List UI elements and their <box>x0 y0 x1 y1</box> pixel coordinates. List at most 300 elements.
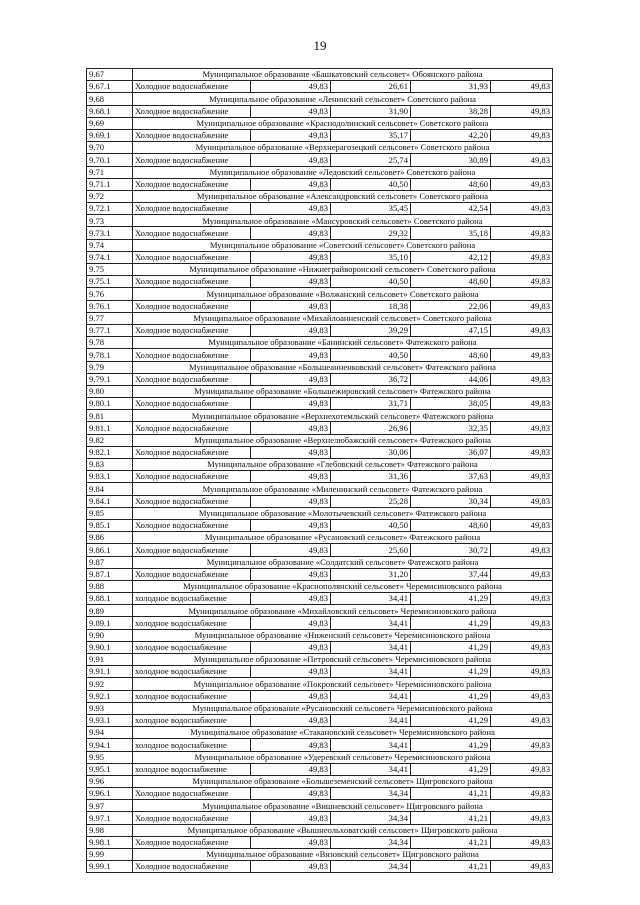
tariff-value-4: 49,83 <box>491 105 553 117</box>
service-code: 9.99.1 <box>87 861 133 873</box>
municipality-row <box>87 483 553 495</box>
tariff-value-1: 49,83 <box>251 617 331 629</box>
municipality-name: Муниципальное образование «Ленинский сельсовет» Советского района <box>133 93 553 105</box>
tariff-value-3: 41,29 <box>411 714 491 726</box>
municipality-row <box>87 556 553 568</box>
service-row <box>87 836 553 848</box>
tariff-value-2: 30,06 <box>331 446 411 458</box>
service-row <box>87 471 553 483</box>
service-name: Холодное водоснабжение <box>133 495 251 507</box>
municipality-name: Муниципальное образование «Мансуровский сельсовет» Советского района <box>133 215 553 227</box>
municipality-name: Муниципальное образование «Верхнехотемльский сельсовет» Фатежского района <box>133 410 553 422</box>
tariff-value-1: 49,83 <box>251 471 331 483</box>
municipality-code: 9.92 <box>87 678 133 690</box>
tariff-value-4: 49,83 <box>491 788 553 800</box>
page-number: 19 <box>313 38 327 53</box>
municipality-name: Муниципальное образование «Миленинский сельсовет» Фатежского района <box>133 483 553 495</box>
tariff-value-1: 49,83 <box>251 714 331 726</box>
municipality-row <box>87 312 553 324</box>
tariff-value-2: 34,41 <box>331 617 411 629</box>
municipality-name: Муниципальное образование «Удеревский сельсовет» Черемисиновского района <box>133 751 553 763</box>
municipality-name: Муниципальное образование «Волжанский сельсовет» Советского района <box>133 288 553 300</box>
tariff-value-1: 49,83 <box>251 763 331 775</box>
tariff-value-2: 40,50 <box>331 349 411 361</box>
tariff-value-4: 49,83 <box>491 641 553 653</box>
service-name: Холодное водоснабжение <box>133 544 251 556</box>
municipality-row <box>87 824 553 836</box>
service-code: 9.86.1 <box>87 544 133 556</box>
tariff-value-4: 49,83 <box>491 739 553 751</box>
service-code: 9.78.1 <box>87 349 133 361</box>
service-row <box>87 349 553 361</box>
service-code: 9.85.1 <box>87 519 133 531</box>
service-name: Холодное водоснабжение <box>133 836 251 848</box>
tariff-value-3: 22,06 <box>411 300 491 312</box>
tariff-value-1: 49,83 <box>251 154 331 166</box>
tariff-value-1: 49,83 <box>251 641 331 653</box>
tariff-value-3: 41,21 <box>411 836 491 848</box>
municipality-name: Муниципальное образование «Советский сельсовет» Советского района <box>133 239 553 251</box>
service-code: 9.74.1 <box>87 251 133 263</box>
tariff-value-1: 49,83 <box>251 519 331 531</box>
municipality-row <box>87 775 553 787</box>
service-row <box>87 788 553 800</box>
tariff-value-2: 35,45 <box>331 203 411 215</box>
tariff-value-3: 35,18 <box>411 227 491 239</box>
tariff-value-2: 26,96 <box>331 422 411 434</box>
municipality-name: Муниципальное образование «Большеанненковский сельсовет» Фатежского района <box>133 361 553 373</box>
service-name: Холодное водоснабжение <box>133 861 251 873</box>
tariff-value-2: 34,41 <box>331 714 411 726</box>
municipality-row <box>87 702 553 714</box>
tariff-value-2: 34,34 <box>331 861 411 873</box>
municipality-code: 9.67 <box>87 69 133 81</box>
service-code: 9.95.1 <box>87 763 133 775</box>
service-row <box>87 178 553 190</box>
municipality-row <box>87 385 553 397</box>
tariff-value-1: 49,83 <box>251 812 331 824</box>
service-name: холодное водоснабжение <box>133 763 251 775</box>
service-code: 9.94.1 <box>87 739 133 751</box>
tariff-value-3: 41,21 <box>411 788 491 800</box>
tariff-value-2: 39,29 <box>331 324 411 336</box>
municipality-code: 9.85 <box>87 507 133 519</box>
service-code: 9.70.1 <box>87 154 133 166</box>
municipality-row <box>87 239 553 251</box>
municipality-name: Муниципальное образование «Глебовский сельсовет» Фатежского района <box>133 459 553 471</box>
tariff-value-1: 49,83 <box>251 129 331 141</box>
tariff-value-3: 41,29 <box>411 593 491 605</box>
tariff-value-2: 18,38 <box>331 300 411 312</box>
municipality-row <box>87 654 553 666</box>
tariff-value-3: 32,35 <box>411 422 491 434</box>
municipality-row <box>87 434 553 446</box>
service-code: 9.91.1 <box>87 666 133 678</box>
tariff-value-4: 49,83 <box>491 763 553 775</box>
tariff-value-1: 49,83 <box>251 227 331 239</box>
tariff-value-2: 40,50 <box>331 178 411 190</box>
service-code: 9.76.1 <box>87 300 133 312</box>
tariff-value-2: 35,17 <box>331 129 411 141</box>
municipality-name: Муниципальное образование «Русановский сельсовет» Черемисиновского района <box>133 702 553 714</box>
municipality-row <box>87 605 553 617</box>
tariff-value-2: 36,72 <box>331 373 411 385</box>
service-name: холодное водоснабжение <box>133 666 251 678</box>
tariff-value-4: 49,83 <box>491 276 553 288</box>
service-code: 9.97.1 <box>87 812 133 824</box>
municipality-row <box>87 93 553 105</box>
municipality-name: Муниципальное образование «Башкатовский сельсовет» Обоянского района <box>133 69 553 81</box>
service-name: Холодное водоснабжение <box>133 300 251 312</box>
service-row <box>87 495 553 507</box>
service-row <box>87 763 553 775</box>
tariff-value-4: 49,83 <box>491 544 553 556</box>
municipality-row <box>87 142 553 154</box>
tariff-value-1: 49,83 <box>251 544 331 556</box>
tariff-value-3: 48,60 <box>411 349 491 361</box>
tariff-value-3: 47,15 <box>411 324 491 336</box>
tariff-value-1: 49,83 <box>251 398 331 410</box>
service-code: 9.96.1 <box>87 788 133 800</box>
service-row <box>87 398 553 410</box>
tariff-value-1: 49,83 <box>251 422 331 434</box>
municipality-code: 9.88 <box>87 580 133 592</box>
service-code: 9.80.1 <box>87 398 133 410</box>
service-name: холодное водоснабжение <box>133 593 251 605</box>
service-name: Холодное водоснабжение <box>133 276 251 288</box>
service-code: 9.73.1 <box>87 227 133 239</box>
tariff-value-4: 49,83 <box>491 422 553 434</box>
tariff-value-3: 41,29 <box>411 641 491 653</box>
service-code: 9.67.1 <box>87 81 133 93</box>
service-name: Холодное водоснабжение <box>133 105 251 117</box>
tariff-value-4: 49,83 <box>491 495 553 507</box>
municipality-name: Муниципальное образование «Большежировский сельсовет» Фатежского района <box>133 385 553 397</box>
tariff-value-1: 49,83 <box>251 81 331 93</box>
municipality-name: Муниципальное образование «Александровский сельсовет» Советского района <box>133 190 553 202</box>
service-row <box>87 422 553 434</box>
service-row <box>87 203 553 215</box>
tariff-value-4: 49,83 <box>491 568 553 580</box>
tariff-value-4: 49,83 <box>491 836 553 848</box>
service-row <box>87 641 553 653</box>
tariff-value-1: 49,83 <box>251 373 331 385</box>
municipality-row <box>87 69 553 81</box>
tariff-value-1: 49,83 <box>251 739 331 751</box>
tariff-value-1: 49,83 <box>251 349 331 361</box>
municipality-code: 9.94 <box>87 727 133 739</box>
tariff-value-3: 41,29 <box>411 617 491 629</box>
municipality-code: 9.83 <box>87 459 133 471</box>
service-code: 9.82.1 <box>87 446 133 458</box>
municipality-row <box>87 166 553 178</box>
municipality-code: 9.84 <box>87 483 133 495</box>
service-row <box>87 81 553 93</box>
service-name: Холодное водоснабжение <box>133 81 251 93</box>
municipality-code: 9.98 <box>87 824 133 836</box>
tariff-value-2: 31,36 <box>331 471 411 483</box>
municipality-code: 9.81 <box>87 410 133 422</box>
municipality-code: 9.97 <box>87 800 133 812</box>
tariff-value-1: 49,83 <box>251 178 331 190</box>
tariff-value-1: 49,83 <box>251 690 331 702</box>
service-name: Холодное водоснабжение <box>133 812 251 824</box>
municipality-row <box>87 264 553 276</box>
tariff-value-1: 49,83 <box>251 861 331 873</box>
tariff-value-2: 25,74 <box>331 154 411 166</box>
service-row <box>87 617 553 629</box>
municipality-name: Муниципальное образование «Ледовский сельсовет» Советского района <box>133 166 553 178</box>
service-code: 9.88.1 <box>87 593 133 605</box>
service-row <box>87 812 553 824</box>
tariff-value-3: 48,60 <box>411 276 491 288</box>
tariff-value-4: 49,83 <box>491 617 553 629</box>
service-name: Холодное водоснабжение <box>133 446 251 458</box>
service-name: Холодное водоснабжение <box>133 349 251 361</box>
service-code: 9.83.1 <box>87 471 133 483</box>
tariff-value-2: 34,41 <box>331 763 411 775</box>
municipality-code: 9.86 <box>87 532 133 544</box>
municipality-name: Муниципальное образование «Покровский сельсовет» Черемисиновского района <box>133 678 553 690</box>
municipality-row <box>87 751 553 763</box>
municipality-name: Муниципальное образование «Солдатский сельсовет» Фатежского района <box>133 556 553 568</box>
service-name: Холодное водоснабжение <box>133 471 251 483</box>
tariff-value-1: 49,83 <box>251 276 331 288</box>
tariff-value-2: 29,32 <box>331 227 411 239</box>
tariff-value-1: 49,83 <box>251 836 331 848</box>
service-code: 9.72.1 <box>87 203 133 215</box>
municipality-name: Муниципальное образование «Молотычевский сельсовет» Фатежского района <box>133 507 553 519</box>
municipality-code: 9.95 <box>87 751 133 763</box>
tariff-value-3: 37,63 <box>411 471 491 483</box>
tariff-value-2: 31,71 <box>331 398 411 410</box>
municipality-name: Муниципальное образование «Вязовский сельсовет» Щигровского района <box>133 849 553 861</box>
service-code: 9.98.1 <box>87 836 133 848</box>
tariff-table <box>86 68 553 873</box>
municipality-row <box>87 459 553 471</box>
municipality-row <box>87 800 553 812</box>
service-row <box>87 276 553 288</box>
service-row <box>87 739 553 751</box>
tariff-value-3: 31,93 <box>411 81 491 93</box>
municipality-code: 9.70 <box>87 142 133 154</box>
service-name: Холодное водоснабжение <box>133 568 251 580</box>
service-name: Холодное водоснабжение <box>133 398 251 410</box>
service-row <box>87 300 553 312</box>
municipality-name: Муниципальное образование «Нижнеграйворонский сельсовет» Советского района <box>133 264 553 276</box>
tariff-value-3: 36,07 <box>411 446 491 458</box>
municipality-code: 9.73 <box>87 215 133 227</box>
municipality-name: Муниципальное образование «Верхнелюбажский сельсовет» Фатежского района <box>133 434 553 446</box>
municipality-row <box>87 337 553 349</box>
service-code: 9.84.1 <box>87 495 133 507</box>
service-row <box>87 519 553 531</box>
tariff-value-3: 44,06 <box>411 373 491 385</box>
municipality-row <box>87 117 553 129</box>
tariff-value-2: 34,41 <box>331 641 411 653</box>
service-name: Холодное водоснабжение <box>133 788 251 800</box>
tariff-value-4: 49,83 <box>491 861 553 873</box>
service-code: 9.71.1 <box>87 178 133 190</box>
service-name: холодное водоснабжение <box>133 690 251 702</box>
municipality-row <box>87 727 553 739</box>
tariff-value-2: 25,60 <box>331 544 411 556</box>
tariff-value-4: 49,83 <box>491 203 553 215</box>
municipality-name: Муниципальное образование «Михайлоанненский сельсовет» Советского района <box>133 312 553 324</box>
tariff-value-2: 34,34 <box>331 788 411 800</box>
municipality-code: 9.74 <box>87 239 133 251</box>
tariff-value-4: 49,83 <box>491 324 553 336</box>
municipality-code: 9.93 <box>87 702 133 714</box>
service-name: Холодное водоснабжение <box>133 373 251 385</box>
municipality-code: 9.91 <box>87 654 133 666</box>
municipality-name: Муниципальное образование «Краснополянский сельсовет» Черемисиновского района <box>133 580 553 592</box>
municipality-name: Муниципальное образование «Банинский сельсовет» Фатежского района <box>133 337 553 349</box>
service-code: 9.81.1 <box>87 422 133 434</box>
service-row <box>87 861 553 873</box>
service-name: Холодное водоснабжение <box>133 324 251 336</box>
service-row <box>87 666 553 678</box>
service-name: холодное водоснабжение <box>133 739 251 751</box>
tariff-value-4: 49,83 <box>491 593 553 605</box>
tariff-value-3: 42,20 <box>411 129 491 141</box>
tariff-value-2: 40,50 <box>331 519 411 531</box>
tariff-value-3: 37,44 <box>411 568 491 580</box>
tariff-value-4: 49,83 <box>491 666 553 678</box>
service-row <box>87 227 553 239</box>
service-code: 9.75.1 <box>87 276 133 288</box>
municipality-name: Муниципальное образование «Вишневский сельсовет» Щигровского района <box>133 800 553 812</box>
tariff-value-3: 41,29 <box>411 690 491 702</box>
municipality-row <box>87 629 553 641</box>
municipality-name: Муниципальное образование «Стакановский сельсовет» Черемисиновского района <box>133 727 553 739</box>
service-row <box>87 544 553 556</box>
service-name: холодное водоснабжение <box>133 714 251 726</box>
service-code: 9.68.1 <box>87 105 133 117</box>
tariff-value-4: 49,83 <box>491 129 553 141</box>
tariff-value-1: 49,83 <box>251 788 331 800</box>
tariff-value-4: 49,83 <box>491 227 553 239</box>
tariff-value-4: 49,83 <box>491 81 553 93</box>
service-row <box>87 568 553 580</box>
service-name: холодное водоснабжение <box>133 641 251 653</box>
service-row <box>87 129 553 141</box>
tariff-value-4: 49,83 <box>491 373 553 385</box>
municipality-row <box>87 215 553 227</box>
tariff-value-1: 49,83 <box>251 593 331 605</box>
service-code: 9.92.1 <box>87 690 133 702</box>
tariff-value-4: 49,83 <box>491 446 553 458</box>
tariff-value-1: 49,83 <box>251 300 331 312</box>
municipality-code: 9.78 <box>87 337 133 349</box>
service-code: 9.87.1 <box>87 568 133 580</box>
municipality-code: 9.80 <box>87 385 133 397</box>
tariff-value-2: 34,41 <box>331 666 411 678</box>
tariff-value-3: 42,12 <box>411 251 491 263</box>
municipality-code: 9.75 <box>87 264 133 276</box>
tariff-value-2: 34,41 <box>331 593 411 605</box>
tariff-value-2: 34,41 <box>331 739 411 751</box>
service-row <box>87 593 553 605</box>
municipality-name: Муниципальное образование «Русановский сельсовет» Фатежского района <box>133 532 553 544</box>
municipality-code: 9.79 <box>87 361 133 373</box>
tariff-value-4: 49,83 <box>491 398 553 410</box>
service-row <box>87 251 553 263</box>
service-code: 9.79.1 <box>87 373 133 385</box>
tariff-value-2: 31,90 <box>331 105 411 117</box>
municipality-row <box>87 580 553 592</box>
municipality-row <box>87 507 553 519</box>
service-name: Холодное водоснабжение <box>133 129 251 141</box>
tariff-value-2: 34,41 <box>331 690 411 702</box>
tariff-value-1: 49,83 <box>251 495 331 507</box>
service-name: Холодное водоснабжение <box>133 178 251 190</box>
tariff-value-4: 49,83 <box>491 519 553 531</box>
municipality-code: 9.77 <box>87 312 133 324</box>
tariff-value-4: 49,83 <box>491 300 553 312</box>
tariff-value-3: 30,72 <box>411 544 491 556</box>
tariff-value-3: 38,05 <box>411 398 491 410</box>
tariff-value-1: 49,83 <box>251 446 331 458</box>
tariff-value-2: 40,50 <box>331 276 411 288</box>
tariff-value-4: 49,83 <box>491 154 553 166</box>
municipality-name: Муниципальное образование «Краснодолинский сельсовет» Советского района <box>133 117 553 129</box>
tariff-value-2: 26,61 <box>331 81 411 93</box>
service-row <box>87 373 553 385</box>
tariff-value-1: 49,83 <box>251 251 331 263</box>
service-row <box>87 105 553 117</box>
tariff-value-3: 41,29 <box>411 666 491 678</box>
municipality-row <box>87 678 553 690</box>
municipality-code: 9.89 <box>87 605 133 617</box>
tariff-value-1: 49,83 <box>251 666 331 678</box>
municipality-name: Муниципальное образование «Большеземенский сельсовет» Щигровского района <box>133 775 553 787</box>
tariff-value-3: 48,60 <box>411 519 491 531</box>
tariff-value-4: 49,83 <box>491 714 553 726</box>
municipality-row <box>87 361 553 373</box>
municipality-code: 9.87 <box>87 556 133 568</box>
tariff-value-1: 49,83 <box>251 105 331 117</box>
municipality-name: Муниципальное образование «Петровский сельсовет» Черемисиновского района <box>133 654 553 666</box>
tariff-value-1: 49,83 <box>251 324 331 336</box>
service-name: Холодное водоснабжение <box>133 154 251 166</box>
service-row <box>87 324 553 336</box>
municipality-code: 9.68 <box>87 93 133 105</box>
tariff-value-1: 49,83 <box>251 568 331 580</box>
municipality-row <box>87 190 553 202</box>
municipality-row <box>87 849 553 861</box>
municipality-name: Муниципальное образование «Ниженский сельсовет» Черемисиновского района <box>133 629 553 641</box>
tariff-value-4: 49,83 <box>491 812 553 824</box>
service-name: холодное водоснабжение <box>133 617 251 629</box>
service-name: Холодное водоснабжение <box>133 519 251 531</box>
tariff-value-3: 38,28 <box>411 105 491 117</box>
tariff-value-3: 42,54 <box>411 203 491 215</box>
municipality-row <box>87 532 553 544</box>
municipality-code: 9.90 <box>87 629 133 641</box>
service-name: Холодное водоснабжение <box>133 422 251 434</box>
municipality-code: 9.76 <box>87 288 133 300</box>
service-row <box>87 714 553 726</box>
tariff-value-4: 49,83 <box>491 690 553 702</box>
service-name: Холодное водоснабжение <box>133 227 251 239</box>
municipality-row <box>87 410 553 422</box>
service-name: Холодное водоснабжение <box>133 203 251 215</box>
service-code: 9.77.1 <box>87 324 133 336</box>
tariff-value-4: 49,83 <box>491 349 553 361</box>
service-code: 9.89.1 <box>87 617 133 629</box>
tariff-value-2: 31,20 <box>331 568 411 580</box>
